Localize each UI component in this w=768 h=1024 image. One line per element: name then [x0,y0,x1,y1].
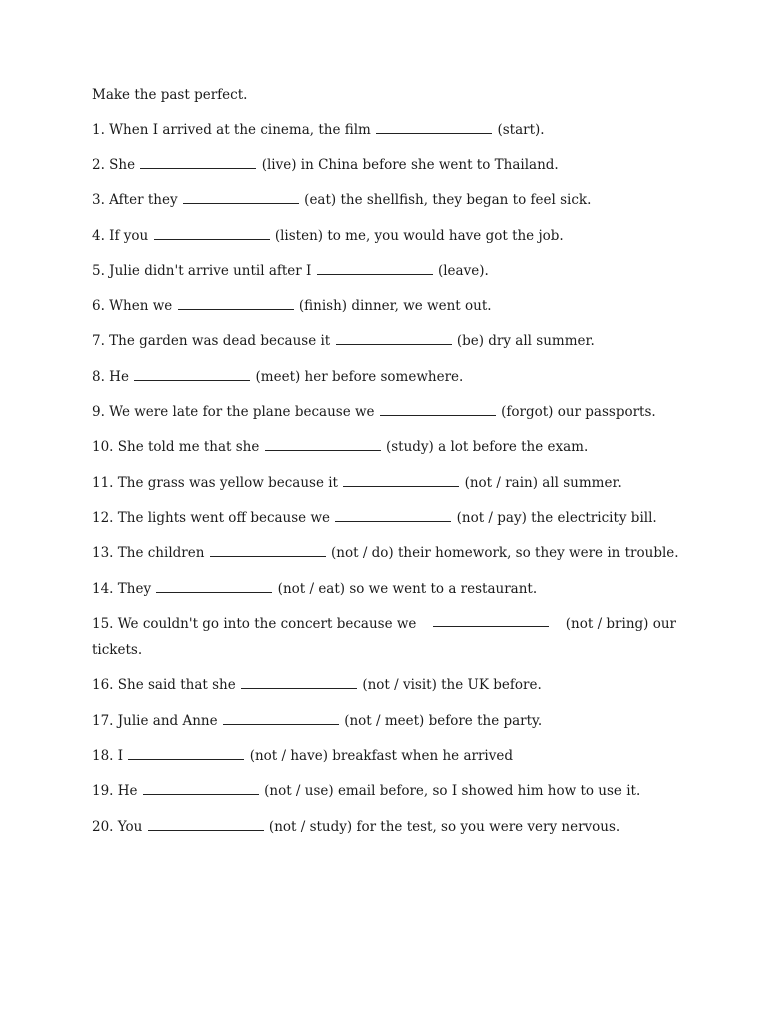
item-text-after: (not / use) email before, so I showed him how to use it. [264,783,641,799]
exercise-item-15 [92,615,676,633]
item-text-before: 13. The children [92,545,205,561]
item-text-after: (not / pay) the electricity bill. [456,510,657,526]
item-text-after: (not / meet) before the party. [344,713,543,729]
item-text-after: (eat) the shellfish, they began to feel sick. [304,192,592,208]
answer-blank [380,404,496,416]
item-text-after: (meet) her before somewhere. [255,369,464,385]
exercise-item-3 [92,191,591,209]
item-text-after: (live) in China before she went to Thailand. [261,157,559,173]
item-text-before: 8. He [92,369,129,385]
exercise-item-17 [92,712,542,730]
item-text-after: (not / eat) so we went to a restaurant. [277,581,538,597]
answer-blank [148,819,264,831]
item-text-before: 10. She told me that she [92,439,260,455]
item-text-after: (leave). [437,263,489,279]
item-text-after: (not / visit) the UK before. [362,677,542,693]
item-text-after: (not / have) breakfast when he arrived [249,748,513,764]
item-text-before: 3. After they [92,192,178,208]
answer-blank [265,439,381,451]
answer-blank [178,298,294,310]
item-text-after: (study) a lot before the exam. [385,439,589,455]
item-text-after: (not / rain) all summer. [464,475,622,491]
answer-blank [223,713,339,725]
item-text-before: 7. The garden was dead because it [92,333,331,349]
item-text-after: (not / do) their homework, so they were in trouble. [331,545,679,561]
answer-blank [143,783,259,795]
answer-blank [154,228,270,240]
exercise-item-14 [92,580,537,598]
item-text-after: (listen) to me, you would have got the job. [274,228,564,244]
exercise-item-8 [92,368,463,386]
answer-blank [336,333,452,345]
answer-blank [210,545,326,557]
exercise-item-1 [92,121,545,139]
answer-blank [140,157,256,169]
answer-blank [433,615,549,627]
item-text-after: (not / study) for the test, so you were very nervous. [268,819,621,835]
exercise-item-4 [92,227,564,245]
item-text-before: 16. She said that she [92,677,236,693]
exercise-item-15-continuation: tickets. [92,642,143,658]
answer-blank [241,677,357,689]
item-text-before: 1. When I arrived at the cinema, the film [92,122,371,138]
answer-blank [134,369,250,381]
item-text-before: 2. She [92,157,136,173]
exercise-item-2 [92,156,559,174]
item-text-before: 17. Julie and Anne [92,713,218,729]
exercise-item-5 [92,262,489,280]
item-text-after: (start). [497,122,545,138]
item-text-before: 20. You [92,819,143,835]
item-text-after: (be) dry all summer. [456,333,595,349]
item-text-before: 4. If you [92,228,149,244]
exercise-item-20 [92,818,620,836]
item-text-after: (finish) dinner, we went out. [298,298,492,314]
answer-blank [183,192,299,204]
answer-blank [156,581,272,593]
exercise-item-13 [92,544,679,562]
exercise-item-18 [92,747,513,765]
item-text-before: 19. He [92,783,138,799]
answer-blank [317,263,433,275]
item-text-before: 9. We were late for the plane because we [92,404,375,420]
item-text-before: 6. When we [92,298,173,314]
item-text-before: 18. I [92,748,124,764]
exercise-item-11 [92,474,622,492]
exercise-item-12 [92,509,657,527]
answer-blank [376,122,492,134]
answer-blank [128,748,244,760]
exercise-item-7 [92,332,595,350]
exercise-item-9 [92,403,656,421]
item-text-before: 12. The lights went off because we [92,510,331,526]
exercise-item-6 [92,297,492,315]
item-text-before: 14. They [92,581,152,597]
answer-blank [335,510,451,522]
answer-blank [343,475,459,487]
item-text-before: 15. We couldn't go into the concert because we [92,616,417,632]
item-text-after: (forgot) our passports. [501,404,656,420]
item-text-before: 11. The grass was yellow because it [92,475,338,491]
exercise-item-19 [92,782,640,800]
instruction-heading: Make the past perfect. [92,87,248,103]
exercise-item-16 [92,676,542,694]
exercise-item-10 [92,438,588,456]
item-text-after: (not / bring) our [565,616,676,632]
item-text-before: 5. Julie didn't arrive until after I [92,263,312,279]
